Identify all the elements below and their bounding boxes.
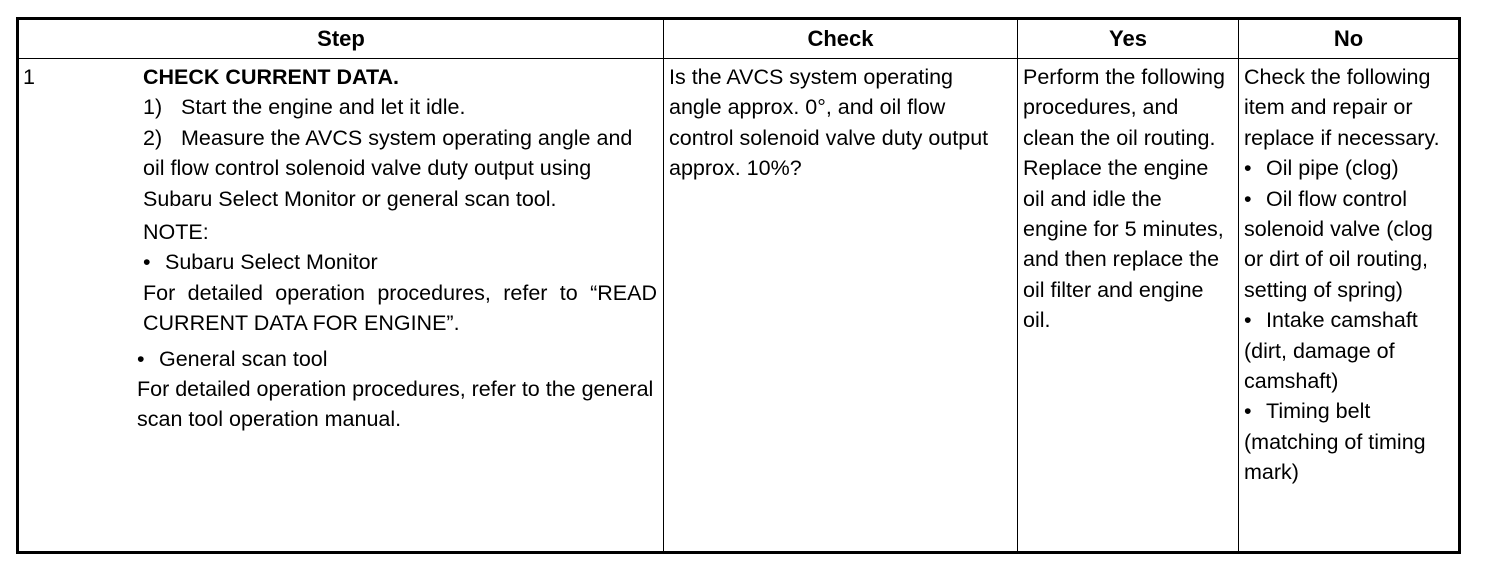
bullet-icon: • <box>1244 156 1252 181</box>
header-row <box>18 19 1460 59</box>
step-number: 1 <box>23 65 35 89</box>
step-cell <box>18 59 664 553</box>
no-intro: Check the following item and repair or replace if necessary. <box>1244 65 1440 150</box>
bullet-icon: • <box>1244 308 1252 333</box>
no-cell <box>1239 59 1460 553</box>
check-cell <box>664 59 1018 553</box>
step-sub-1 <box>143 92 657 122</box>
sub2-number: 2) <box>143 125 163 150</box>
header-no: No <box>1239 19 1460 59</box>
bullet-icon: • <box>143 250 151 275</box>
header-check: Check <box>664 19 1018 59</box>
bullet-gst <box>137 344 657 374</box>
header-step: Step <box>18 19 664 59</box>
gst-title: General scan tool <box>159 346 328 371</box>
no-item: • Oil flow control solenoid valve (clog or dirt of oil routing, setting of spring) <box>1244 184 1452 306</box>
no-item: • Intake camshaft (dirt, damage of camshaft) <box>1244 305 1452 396</box>
no-item: • Timing belt (matching of timing mark) <box>1244 396 1452 487</box>
bullet-ssm <box>143 247 657 277</box>
note-label: NOTE: <box>143 220 209 245</box>
bullet-icon: • <box>1244 186 1252 211</box>
step-sub-2 <box>143 123 657 214</box>
check-text: Is the AVCS system operating angle approx. 0°, and oil flow control solenoid valve duty output approx. 10%? <box>669 65 989 181</box>
sub1-number: 1) <box>143 95 163 120</box>
sub2-text: Measure the AVCS system operating angle and oil flow control solenoid valve duty output using Subaru Select Monitor or general scan tool. <box>143 125 633 211</box>
bullet-icon: • <box>137 346 145 371</box>
gst-text: For detailed operation procedures, refer to the general scan tool operation manual. <box>137 377 654 432</box>
bullet-icon: • <box>1244 399 1252 424</box>
yes-text-2: Replace the engine oil and idle the engine for 5 minutes, and then replace the oil filter and engine oil. <box>1023 156 1224 333</box>
sub1-text: Start the engine and let it idle. <box>181 95 466 120</box>
yes-cell <box>1018 59 1239 553</box>
ssm-title: Subaru Select Monitor <box>165 250 378 275</box>
step-title: CHECK CURRENT DATA. <box>143 65 399 89</box>
table-row <box>18 59 1460 553</box>
diagnostic-table <box>16 17 1461 554</box>
header-yes: Yes <box>1018 19 1239 59</box>
yes-text-1: Perform the following procedures, and clean the oil routing. <box>1023 65 1225 150</box>
ssm-text: For detailed operation procedures, refer to “READ CURRENT DATA FOR ENGINE”. <box>143 280 657 336</box>
no-item: • Oil pipe (clog) <box>1244 153 1452 183</box>
